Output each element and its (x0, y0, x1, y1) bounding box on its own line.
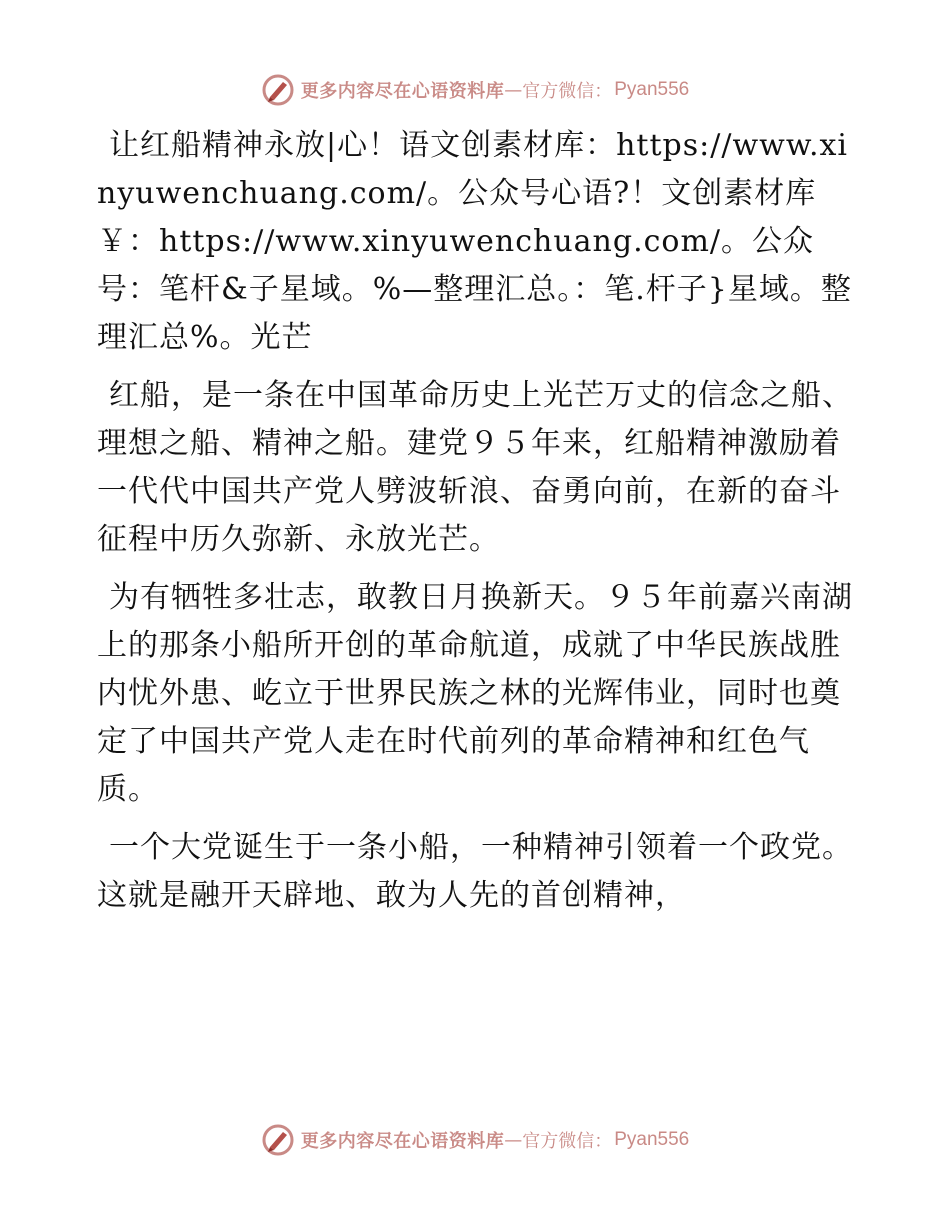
wechat-id: Pyan556 (614, 1129, 690, 1150)
document-body (97, 122, 853, 930)
wechat-id: Pyan556 (614, 79, 690, 100)
wechat-label: 官方微信： (522, 1131, 613, 1152)
pen-logo-icon (261, 1123, 295, 1157)
pen-logo-icon (261, 73, 295, 107)
paragraph-3: 为有牺牲多壮志，敢教日月换新天。９５年前嘉兴南湖上的那条小船所开创的革命航道，成就了中华民族战胜内忧外患、屹立于世界民族之林的光辉伟业，同时也奠定了中国共产党人走在时代前列的革命精神和红色气质。 (97, 580, 853, 807)
separator: — (504, 1129, 523, 1151)
paragraph-2: 红船，是一条在中国革命历史上光芒万丈的信念之船、理想之船、精神之船。建党９５年来，红船精神激励着一代代中国共产党人劈波斩浪、奋勇向前，在新的奋斗征程中历久弥新、永放光芒。 (97, 378, 853, 557)
header-watermark (0, 70, 950, 110)
wechat-label: 官方微信： (522, 81, 613, 102)
brand-text: 更多内容尽在心语资料库 (300, 1131, 505, 1152)
paragraph-1: 让红船精神永放|心！语文创素材库：https://www.xinyuwenchuang.com/。公众号心语?！文创素材库￥：https://www.xinyuwenchuang.com/。公众号：笔杆&子星域。%—整理汇总。：笔.杆子}星域。整理汇总%。光芒 (97, 128, 852, 355)
paragraph-4: 一个大党诞生于一条小船，一种精神引领着一个政党。这就是融开天辟地、敢为人先的首创精神， (97, 830, 853, 913)
footer-watermark (0, 1120, 950, 1160)
brand-text: 更多内容尽在心语资料库 (300, 81, 505, 102)
separator: — (504, 79, 523, 101)
